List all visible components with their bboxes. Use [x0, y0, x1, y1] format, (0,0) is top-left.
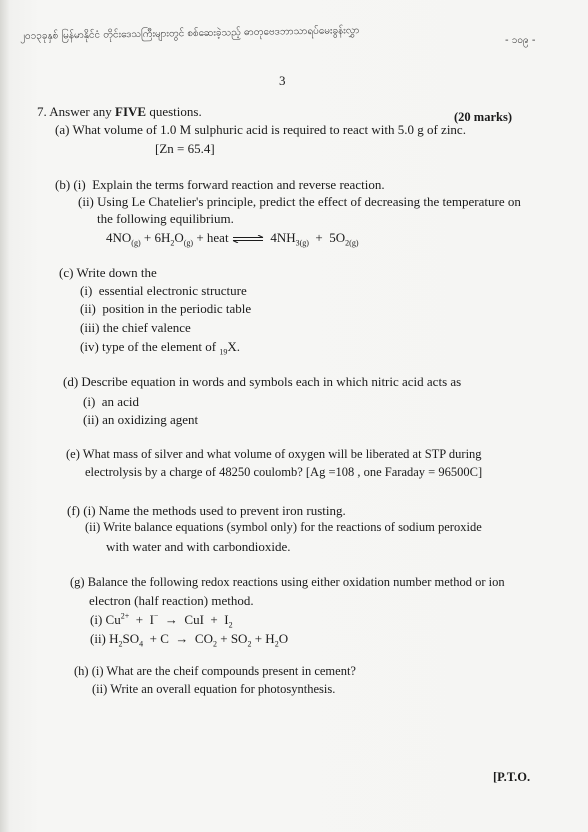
part-b-label: (b) [55, 177, 71, 192]
equilibrium-arrow-icon [232, 235, 264, 243]
part-c-item-label: (i) [80, 283, 93, 298]
part-e [66, 447, 482, 462]
eq-plus: + [135, 612, 144, 627]
redox-equation-i [90, 612, 233, 628]
eq-plus: + [220, 631, 228, 646]
eq-no: 4NO [106, 230, 132, 245]
part-d [63, 374, 461, 390]
equilibrium-equation [106, 230, 358, 246]
reaction-arrow-icon: → [164, 612, 178, 627]
part-h-ii-text: Write an overall equation for photosynthesis. [110, 682, 336, 696]
eq-iodine-sub: 2 [228, 620, 233, 630]
eq-so2: SO [230, 631, 248, 646]
eq-cu: Cu [105, 612, 121, 627]
part-c-item [80, 320, 191, 336]
eq-co2: CO [194, 631, 213, 646]
eq-heat: heat [206, 230, 229, 245]
eq-h2o-sub: 2 [170, 238, 175, 248]
eq-carbon: C [160, 631, 169, 646]
part-f-label: (f) [67, 503, 80, 518]
eq-plus: + [149, 631, 157, 646]
part-b-i [55, 177, 385, 193]
part-h-ii-label: (ii) [92, 682, 108, 696]
eq-cu-charge: 2+ [120, 611, 130, 621]
redox-equation-ii [90, 631, 288, 647]
part-f-ii [85, 520, 482, 535]
eq-h2o-o: O [174, 230, 184, 245]
part-h-i-text: What are the cheif compounds present in cement? [106, 664, 356, 678]
part-a-text: What volume of 1.0 M sulphuric acid is required to react with 5.0 g of zinc. [72, 122, 466, 137]
part-c-item-text: position in the periodic table [102, 301, 252, 316]
eq-h2so4-so: SO [122, 631, 140, 646]
eq-o2: 5O [329, 230, 346, 245]
part-c-label: (c) [59, 265, 74, 280]
question-number: 7. [37, 104, 47, 119]
part-b-ii-text2: the following equilibrium. [97, 211, 234, 226]
part-b-ii-label: (ii) [78, 194, 94, 209]
part-h-i-label: (i) [91, 664, 104, 678]
part-h-label: (h) [74, 664, 89, 678]
part-c-item [80, 301, 251, 317]
part-d-item [83, 412, 198, 428]
question-instruction-tail: questions. [149, 104, 202, 119]
part-f-ii-text2: with water and with carbondioxide. [106, 539, 291, 554]
part-c-item-text: essential electronic structure [98, 283, 247, 298]
eq-cui: CuI [184, 612, 204, 627]
eq-h2o-h: 6H [154, 230, 171, 245]
part-b-i-text: Explain the terms forward reaction and reverse reaction. [92, 177, 385, 192]
part-a-label: (a) [55, 122, 70, 137]
part-c-item-label: (iii) [80, 320, 100, 335]
eq-plus: + [254, 631, 263, 646]
eq-nh3: 4NH [270, 230, 296, 245]
eq-so2-sub: 2 [247, 639, 252, 649]
part-g-ii-label: (ii) [90, 631, 106, 646]
part-d-item-text: an oxidizing agent [102, 412, 199, 427]
question-instruction-count: FIVE [115, 104, 147, 119]
part-c-item [80, 283, 247, 299]
part-c-item-label: (ii) [80, 301, 96, 316]
part-e-text: What mass of silver and what volume of oxygen will be liberated at STP during [82, 447, 482, 461]
eq-h2o-sub: 2 [274, 639, 279, 649]
part-g-text2: electron (half reaction) method. [89, 593, 254, 608]
eq-plus: + [196, 230, 204, 245]
header-myanmar-title: ၂၀၁၃ခုနှစ် မြန်မာနိုင်ငံ တိုင်းဒေသကြီးများတွင် စစ်ဆေးခဲ့သည့် ဓာတုဗေဒဘာသာရပ်မေးခွန်းလွှာ [19, 25, 360, 42]
page-number: 3 [279, 73, 286, 88]
eq-plus: + [143, 230, 152, 245]
part-c-item-text: the chief valence [102, 320, 191, 335]
eq-iodine: I [224, 612, 229, 627]
eq-h2o-o: O [278, 631, 289, 646]
eq-iodide: I [149, 612, 154, 627]
part-c-item-label: (iv) [80, 339, 99, 354]
eq-h2so4-sub1: 2 [118, 639, 123, 649]
reaction-arrow-icon: → [175, 631, 189, 646]
part-b-ii-text: Using Le Chatelier's principle, predict the effect of decreasing the temperature on [97, 194, 521, 209]
part-h-ii [92, 682, 335, 697]
part-b-ii [78, 194, 521, 210]
part-d-item-label: (i) [83, 394, 96, 409]
element-symbol: X. [227, 339, 240, 354]
part-g-i-label: (i) [90, 612, 103, 627]
part-e-text2: electrolysis by a charge of 48250 coulomb? [Ag =108 , one Faraday = 96500C] [85, 465, 483, 479]
eq-h2so4-h: H [109, 631, 119, 646]
eq-plus: + [210, 612, 218, 627]
part-c [59, 265, 157, 281]
part-c-item-text: type of the element of [102, 339, 217, 354]
part-g-label: (g) [70, 575, 85, 589]
part-c-text: Write down the [76, 265, 157, 280]
eq-co2-sub: 2 [212, 639, 217, 649]
part-a [55, 122, 466, 138]
eq-plus: + [315, 230, 323, 245]
part-f-ii-text: Write balance equations (symbol only) for the reactions of sodium peroxide [103, 520, 482, 534]
part-f-i-text: Name the methods used to prevent iron rusting. [98, 503, 346, 518]
eq-o2-sub: 2 [345, 238, 350, 248]
part-a-given: [Zn = 65.4] [155, 141, 215, 156]
part-f-ii-label: (ii) [85, 520, 101, 534]
part-b-i-label: (i) [73, 177, 86, 192]
eq-iodide-charge: − [153, 611, 159, 621]
part-h-i [74, 664, 356, 679]
eq-nh3-state: (g) [299, 238, 309, 248]
question-heading [37, 104, 202, 120]
please-turn-over: [P.T.O. [493, 770, 531, 784]
question-marks: (20 marks) [454, 110, 512, 124]
part-d-item [83, 394, 139, 410]
part-d-item-text: an acid [101, 394, 139, 409]
eq-o2-state: (g) [349, 238, 359, 248]
part-c-item [80, 339, 240, 355]
header-page-ref: - ၁၀၉ - [505, 35, 536, 46]
part-g-text: Balance the following redox reactions using either oxidation number method or ion [87, 575, 505, 589]
question-instruction: Answer any [49, 104, 112, 119]
part-f-i-label: (i) [83, 503, 96, 518]
part-g [70, 575, 505, 590]
part-e-label: (e) [66, 447, 80, 461]
part-d-item-label: (ii) [83, 412, 99, 427]
eq-h2o-state: (g) [183, 238, 194, 248]
part-d-label: (d) [63, 374, 79, 389]
part-f-i [67, 503, 346, 519]
eq-h2so4-sub2: 4 [139, 639, 144, 649]
eq-h2o-h: H [265, 631, 275, 646]
eq-nh3-sub: 3 [295, 238, 300, 248]
eq-no-state: (g) [131, 238, 141, 248]
part-d-text: Describe equation in words and symbols each in which nitric acid acts as [81, 374, 462, 389]
atomic-number-sub: 19 [219, 347, 228, 357]
